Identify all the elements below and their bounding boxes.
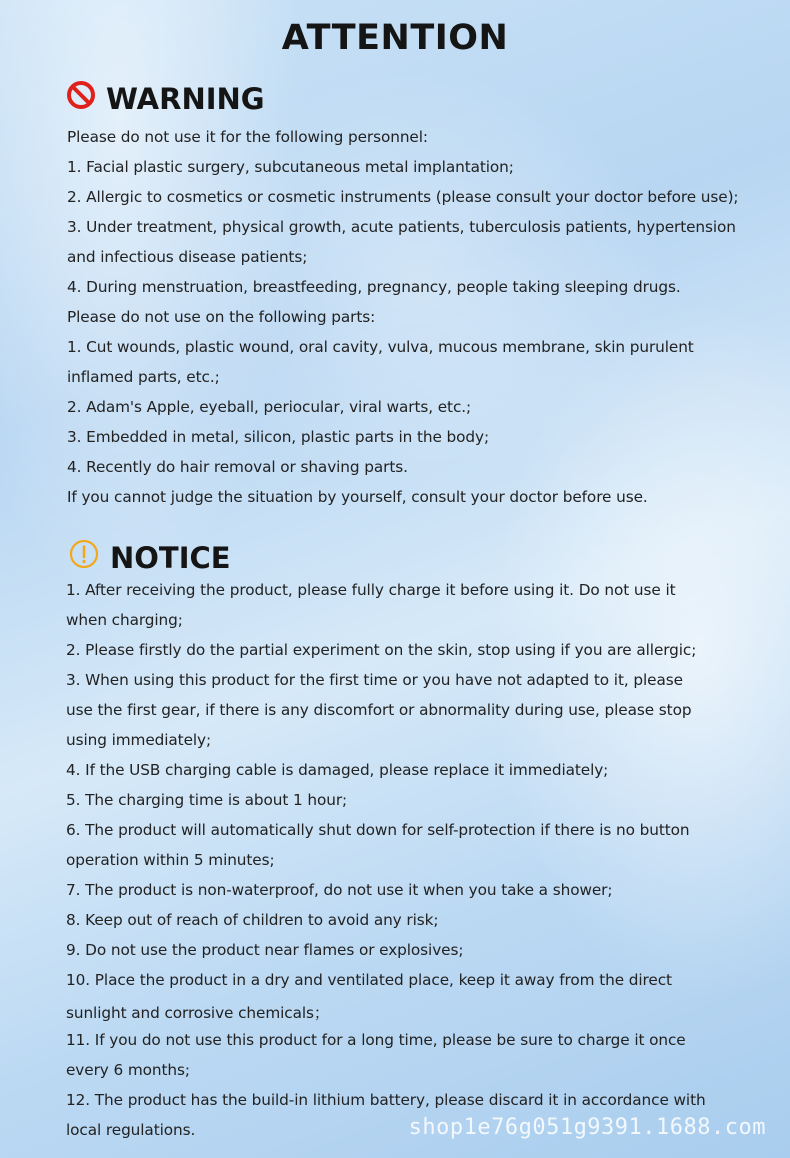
notice-line: 12. The product has the build-in lithium battery, please discard it in accordance with [66, 1091, 706, 1109]
notice-line: 6. The product will automatically shut down for self-protection if there is no button [66, 821, 690, 839]
warning-line: 1. Facial plastic surgery, subcutaneous metal implantation; [67, 158, 514, 176]
warning-line: 3. Embedded in metal, silicon, plastic parts in the body; [67, 428, 490, 446]
warning-line: 3. Under treatment, physical growth, acute patients, tuberculosis patients, hypertension [67, 218, 736, 236]
warning-line: 2. Allergic to cosmetics or cosmetic instruments (please consult your doctor before use); [67, 188, 739, 206]
warning-line: If you cannot judge the situation by yourself, consult your doctor before use. [67, 488, 648, 506]
notice-line: sunlight and corrosive chemicals； [66, 1004, 330, 1022]
warning-line: and infectious disease patients; [67, 248, 308, 266]
notice-line: 9. Do not use the product near flames or explosives; [66, 941, 464, 959]
notice-line: 10. Place the product in a dry and ventilated place, keep it away from the direct [66, 971, 672, 989]
watermark: shop1e76g051g9391.1688.com [408, 1115, 766, 1140]
notice-line: 11. If you do not use this product for a long time, please be sure to charge it once [66, 1031, 686, 1049]
notice-line: operation within 5 minutes; [66, 851, 275, 869]
notice-line: 1. After receiving the product, please fully charge it before using it. Do not use it [66, 581, 676, 599]
notice-line: 3. When using this product for the first time or you have not adapted to it, please [66, 671, 683, 689]
warning-heading [66, 80, 265, 117]
notice-line: 4. If the USB charging cable is damaged, please replace it immediately; [66, 761, 609, 779]
notice-line: every 6 months; [66, 1061, 190, 1079]
notice-heading-text: NOTICE [110, 540, 231, 575]
notice-line: 8. Keep out of reach of children to avoid any risk; [66, 911, 439, 929]
notice-line: when charging; [66, 611, 183, 629]
notice-line: 2. Please firstly do the partial experiment on the skin, stop using if you are allergic; [66, 641, 697, 659]
page-title: ATTENTION [281, 18, 509, 58]
warning-heading-text: WARNING [106, 81, 265, 116]
warning-line: 4. During menstruation, breastfeeding, pregnancy, people taking sleeping drugs. [67, 278, 681, 296]
warning-line: inflamed parts, etc.; [67, 368, 220, 386]
warning-line: 4. Recently do hair removal or shaving parts. [67, 458, 408, 476]
notice-line: using immediately; [66, 731, 212, 749]
no-entry-icon [66, 80, 96, 117]
notice-heading [68, 538, 231, 577]
notice-line: use the first gear, if there is any discomfort or abnormality during use, please stop [66, 701, 692, 719]
warning-line: Please do not use on the following parts: [67, 308, 376, 326]
notice-line: 5. The charging time is about 1 hour; [66, 791, 348, 809]
notice-line: local regulations. [66, 1121, 196, 1139]
warning-line: 2. Adam's Apple, eyeball, periocular, viral warts, etc.; [67, 398, 472, 416]
notice-line: 7. The product is non-waterproof, do not use it when you take a shower; [66, 881, 613, 899]
warning-line: 1. Cut wounds, plastic wound, oral cavity, vulva, mucous membrane, skin purulent [67, 338, 694, 356]
warning-line: Please do not use it for the following personnel: [67, 128, 428, 146]
exclamation-circle-icon [68, 538, 100, 577]
